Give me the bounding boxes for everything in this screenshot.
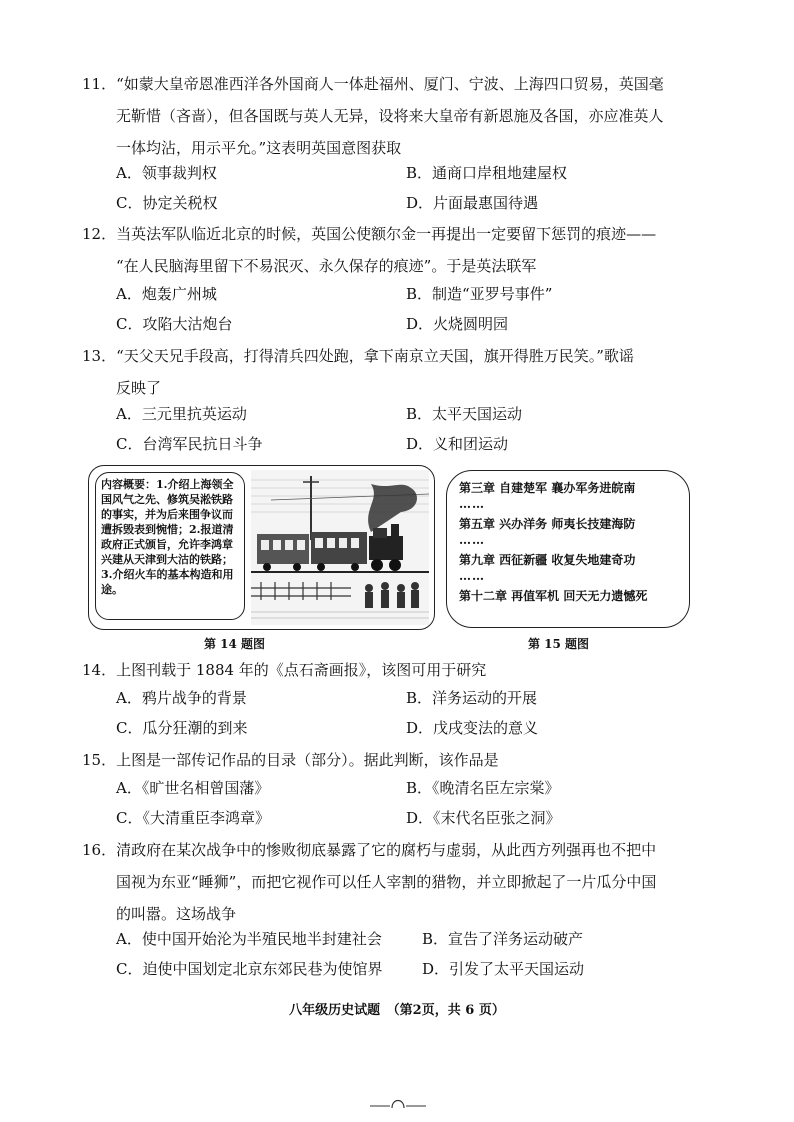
question-text: 清政府在某次战争中的惨败彻底暴露了它的腐朽与虚弱，从此西方列强再也不把中 [116,841,657,859]
option-b[interactable]: B．宣告了洋务运动破产 [422,930,584,948]
option-d[interactable]: D．引发了太平天国运动 [422,960,585,978]
option-d[interactable]: D．《末代名臣张之洞》 [406,809,561,827]
option-c[interactable]: C．协定关税权 [116,194,218,212]
option-d[interactable]: D．片面最惠国待遇 [406,194,539,212]
question-text: 反映了 [116,379,162,397]
question-text: 当英法军队临近北京的时候，英国公使额尔金一再提出一定要留下惩罚的痕迹—— [116,225,657,243]
question-11 [82,68,712,164]
option-b[interactable]: B．太平天国运动 [406,405,523,423]
figure-15-caption: 第 15 题图 [528,637,590,651]
train-illustration [251,470,429,625]
figure-14-caption: 第 14 题图 [204,637,266,651]
option-c[interactable]: C．迫使中国划定北京东郊民巷为使馆界 [116,960,383,978]
figure-14 [88,465,435,630]
option-a[interactable]: A．炮轰广州城 [116,285,217,303]
option-a[interactable]: A．三元里抗英运动 [116,405,247,423]
option-b[interactable]: B．通商口岸租地建屋权 [406,164,568,182]
question-14 [82,654,712,686]
question-number: 16． [82,841,117,859]
question-13 [82,340,712,404]
ellipsis: …… [459,497,485,511]
question-number: 11． [82,75,117,93]
question-number: 15． [82,751,117,769]
option-c[interactable]: C．瓜分狂潮的到来 [116,719,248,737]
option-d[interactable]: D．火烧圆明园 [406,315,509,333]
option-a[interactable]: A．鸦片战争的背景 [116,689,247,707]
figure-14-summary: 内容概要：1.介绍上海领全国风气之先、修筑吴淞铁路的事实，并为后来围争议而遭拆毁表到惋惜；2.报道清政府正式颁旨，允许李鸿章兴建从天津到大沽的铁路；3.介绍火车的基本构造和用途。 [95,472,245,620]
option-b[interactable]: B．《晚清名臣左宗棠》 [406,779,560,797]
option-b[interactable]: B．洋务运动的开展 [406,689,538,707]
question-16 [82,834,712,930]
question-12 [82,218,712,282]
page-mark-icon [368,1094,428,1114]
chapter-entry: 第十二章 再值军机 回天无力遗憾死 [459,589,648,603]
ellipsis: …… [459,569,485,583]
option-c[interactable]: C．《大清重臣李鸿章》 [116,809,270,827]
option-d[interactable]: D．义和团运动 [406,435,509,453]
chapter-entry: 第九章 西征新疆 收复失地建奇功 [459,553,636,567]
option-a[interactable]: A．领事裁判权 [116,164,217,182]
question-15 [82,744,712,776]
question-number: 14． [82,661,117,679]
option-c[interactable]: C．台湾军民抗日斗争 [116,435,263,453]
question-text: 无靳惜（吝啬），但各国既与英人无异，设将来大皇帝有新恩施及各国，亦应准英人 [116,107,664,125]
option-a[interactable]: A．《旷世名相曾国藩》 [116,779,270,797]
ellipsis: …… [459,533,485,547]
question-text: 国视为东亚“睡狮”，而把它视作可以任人宰割的猎物，并立即掀起了一片瓜分中国 [116,873,657,891]
option-a[interactable]: A．使中国开始沦为半殖民地半封建社会 [116,930,382,948]
question-text: “天父天兄手段高，打得清兵四处跑，拿下南京立天国，旗开得胜万民笑。”歌谣 [116,347,634,365]
question-text: “如蒙大皇帝恩准西洋各外国商人一体赴福州、厦门、宁波、上海四口贸易，英国毫 [116,75,664,93]
figure-15 [446,470,690,628]
question-text: 的叫嚣。这场战争 [116,905,237,923]
chapter-entry: 第三章 自建楚军 襄办军务进皖南 [459,481,636,495]
question-text: “在人民脑海里留下不易泯灭、永久保存的痕迹”。于是英法联军 [116,257,537,275]
question-text: 一体均沾，用示平允。”这表明英国意图获取 [116,139,402,157]
option-c[interactable]: C．攻陷大沽炮台 [116,315,233,333]
option-b[interactable]: B．制造“亚罗号事件” [406,285,553,303]
option-d[interactable]: D．戊戌变法的意义 [406,719,539,737]
question-text: 上图是一部传记作品的目录（部分）。据此判断，该作品是 [116,751,499,769]
question-number: 13． [82,347,117,365]
question-number: 12． [82,225,117,243]
chapter-entry: 第五章 兴办洋务 师夷长技建海防 [459,517,636,531]
page-footer: 八年级历史试题 （第2页，共 6 页） [289,1003,505,1018]
question-text: 上图刊载于 1884 年的《点石斋画报》，该图可用于研究 [116,661,487,679]
